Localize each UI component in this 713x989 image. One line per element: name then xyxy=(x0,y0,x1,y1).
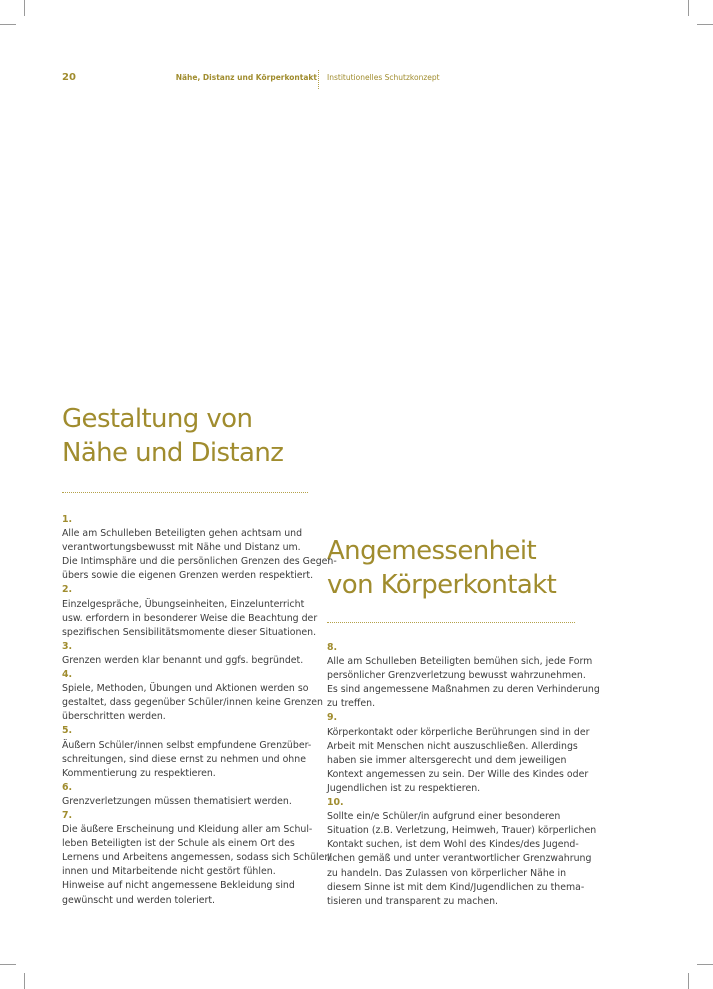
heading-line: Angemessenheit xyxy=(327,536,537,566)
item-line: gestaltet, dass gegenüber Schüler/innen keine Grenzen xyxy=(62,697,323,709)
right-heading xyxy=(327,534,556,602)
left-heading xyxy=(62,402,283,470)
list-item xyxy=(327,711,590,796)
item-line: Sollte ein/e Schüler/in aufgrund einer besonderen xyxy=(327,811,561,823)
item-line: Grenzverletzungen müssen thematisiert werden. xyxy=(62,795,292,807)
item-line: Äußern Schüler/innen selbst empfundene Grenzüber- xyxy=(62,739,312,751)
item-line: Alle am Schulleben Beteiligten bemühen sich, jede Form xyxy=(327,656,593,668)
item-line: Situation (z.B. Verletzung, Heimweh, Trauer) körperlichen xyxy=(327,825,597,837)
list-item xyxy=(62,668,323,724)
heading-line: Gestaltung von xyxy=(62,404,253,434)
left-divider xyxy=(62,492,308,493)
item-line: Körperkontakt oder körperliche Berührungen sind in der xyxy=(327,726,590,738)
crop-mark-bottom-right xyxy=(688,973,689,989)
item-line: Jugendlichen ist zu respektieren. xyxy=(327,782,481,794)
header-divider xyxy=(318,70,319,89)
item-number: 8. xyxy=(327,642,338,653)
item-line: überschritten werden. xyxy=(62,711,166,723)
item-line: zu handeln. Das Zulassen von körperlicher Nähe in xyxy=(327,867,567,879)
section-title: Nähe, Distanz und Körperkontakt xyxy=(175,73,317,82)
item-number: 1. xyxy=(62,514,73,525)
list-item xyxy=(327,641,600,711)
heading-line: von Körperkontakt xyxy=(327,570,557,600)
item-line: persönlicher Grenzverletzung bewusst wahrzunehmen. xyxy=(327,670,586,682)
item-number: 5. xyxy=(62,725,73,737)
crop-mark-bottom-left-h xyxy=(0,964,16,965)
item-line: innen und Mitarbeitende nicht gestört fühlen. xyxy=(62,866,276,878)
list-item xyxy=(62,640,318,668)
item-number: 4. xyxy=(62,669,73,681)
crop-mark-bottom-right-h xyxy=(697,964,713,965)
item-number: 9. xyxy=(327,712,338,724)
item-number: 10. xyxy=(327,797,344,809)
item-line: usw. erfordern in besonderer Weise die Beachtung der xyxy=(62,612,318,624)
item-line: Spiele, Methoden, Übungen und Aktionen werden so xyxy=(62,683,309,695)
item-number: 2. xyxy=(62,584,73,596)
list-item xyxy=(62,809,332,908)
page-number: 20 xyxy=(62,72,76,83)
right-divider xyxy=(327,622,575,623)
crop-mark-top-left xyxy=(24,0,25,16)
item-line: haben sie immer altersgerecht und dem jeweiligen xyxy=(327,754,567,766)
item-line: Kommentierung zu respektieren. xyxy=(62,767,216,779)
item-number: 6. xyxy=(62,781,73,793)
crop-mark-top-right xyxy=(688,0,689,16)
item-line: verantwortungsbewusst mit Nähe und Distanz um. xyxy=(62,542,301,554)
list-item xyxy=(327,796,597,909)
item-line: Alle am Schulleben Beteiligten gehen achtsam und xyxy=(62,528,303,540)
list-item xyxy=(62,724,318,780)
item-line: übers sowie die eigenen Grenzen werden respektiert. xyxy=(62,570,314,582)
item-line: spezifischen Sensibilitätsmomente dieser Situationen. xyxy=(62,626,317,638)
item-line: tisieren und transparent zu machen. xyxy=(327,895,499,907)
item-line: Arbeit mit Menschen nicht auszuschließen. Allerdings xyxy=(327,740,578,752)
item-line: schreitungen, sind diese ernst zu nehmen und ohne xyxy=(62,753,306,765)
heading-line: Nähe und Distanz xyxy=(62,438,284,468)
item-number: 3. xyxy=(62,640,73,652)
item-line: diesem Sinne ist mit dem Kind/Jugendlichen zu thema- xyxy=(327,881,585,893)
item-line: Kontext angemessen zu sein. Der Wille des Kindes oder xyxy=(327,768,589,780)
item-line: Hinweise auf nicht angemessene Bekleidung sind xyxy=(62,880,295,892)
item-line: Einzelgespräche, Übungseinheiten, Einzelunterricht xyxy=(62,598,305,610)
item-line: Kontakt suchen, ist dem Wohl des Kindes/des Jugend- xyxy=(327,839,579,851)
item-number: 7. xyxy=(62,809,73,821)
item-line: zu treffen. xyxy=(327,698,376,710)
item-line: leben Beteiligten ist der Schule als einem Ort des xyxy=(62,838,295,850)
item-line: gewünscht und werden toleriert. xyxy=(62,894,216,906)
item-line: lichen gemäß und unter verantwortlicher Grenzwahrung xyxy=(327,853,592,865)
right-column xyxy=(327,641,600,909)
item-line: Die äußere Erscheinung und Kleidung aller am Schul- xyxy=(62,824,313,836)
item-line: Die Intimsphäre und die persönlichen Grenzen des Gegen- xyxy=(62,556,337,568)
item-line: Grenzen werden klar benannt und ggfs. begründet. xyxy=(62,654,304,666)
list-item xyxy=(62,781,318,809)
crop-mark-bottom-left xyxy=(24,973,25,989)
list-item xyxy=(62,513,337,583)
document-title: Institutionelles Schutzkonzept xyxy=(327,73,440,82)
item-line: Lernens und Arbeitens angemessen, sodass sich Schüler/ xyxy=(62,852,332,864)
item-line: Es sind angemessene Maßnahmen zu deren Verhinderung xyxy=(327,684,600,696)
crop-mark-top-right-h xyxy=(697,24,713,25)
crop-mark-top-left-h xyxy=(0,24,16,25)
running-header xyxy=(0,72,713,88)
list-item xyxy=(62,583,318,639)
